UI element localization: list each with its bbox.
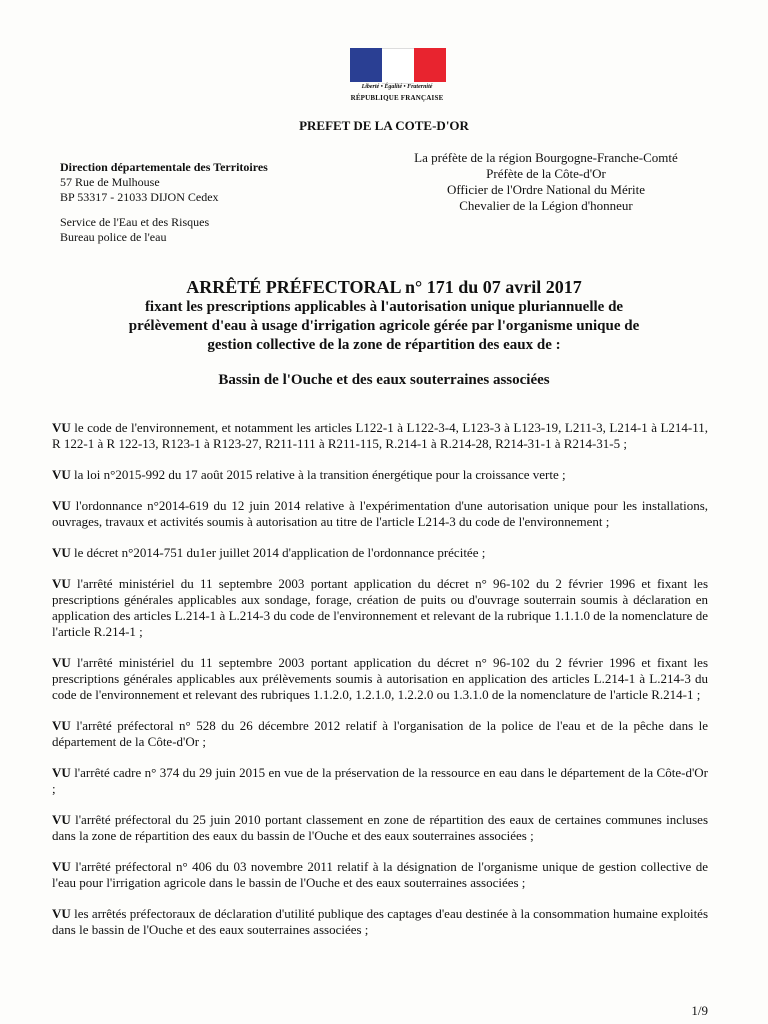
- vu-label: VU: [52, 718, 71, 733]
- vu-text: l'arrêté cadre n° 374 du 29 juin 2015 en vue de la préservation de la ressource en eau dans le département de la Côte-d'Or ;: [52, 765, 709, 796]
- document-title: [0, 276, 768, 355]
- vu-label: VU: [52, 812, 71, 827]
- title-line-3: prélèvement d'eau à usage d'irrigation agricole gérée par l'organisme unique de: [128, 318, 640, 334]
- arrete-number: ARRÊTÉ PRÉFECTORAL n° 171 du 07 avril 2017: [186, 277, 582, 297]
- page-number: 1/9: [691, 1003, 708, 1018]
- title-line-2: fixant les prescriptions applicables à l'autorisation unique pluriannuelle de: [144, 299, 624, 315]
- republic-motto: Liberté • Égalité • Fraternité: [361, 84, 433, 90]
- vu-paragraph: [52, 576, 708, 640]
- republic-name: RÉPUBLIQUE FRANÇAISE: [350, 94, 444, 102]
- vu-text: la loi n°2015-992 du 17 août 2015 relative à la transition énergétique pour la croissance verte ;: [74, 467, 566, 482]
- marianne-profile-icon: [376, 54, 416, 82]
- vu-text: le code de l'environnement, et notamment les articles L122-1 à L122-3-4, L123-3 à L123-19, L211-3, L214-1 à L214-11, R 122-1 à R 122-13, R123-1 à R123-27, R211-111 à R211-115, R.214-1 à R.214-28, R214-31-1 à R214-31-5 ;: [52, 420, 709, 451]
- prefete-title-3: Officier de l'Ordre National du Mérite: [446, 182, 646, 197]
- vu-label: VU: [52, 655, 71, 670]
- vu-label: VU: [52, 576, 71, 591]
- vu-label: VU: [52, 420, 71, 435]
- address-line-1: 57 Rue de Mulhouse: [60, 175, 160, 189]
- vu-label: VU: [52, 498, 71, 513]
- vu-label: VU: [52, 906, 71, 921]
- prefete-title-1: La préfète de la région Bourgogne-Franche-Comté: [414, 150, 678, 165]
- vu-paragraph: [52, 498, 708, 530]
- prefete-titles: [385, 150, 707, 214]
- prefete-title-2: Préfète de la Côte-d'Or: [486, 166, 606, 181]
- marianne-logo: [348, 48, 446, 110]
- vu-paragraph: [52, 812, 708, 844]
- bureau-name: Bureau police de l'eau: [60, 230, 167, 244]
- title-line-4: gestion collective de la zone de répartition des eaux de :: [207, 337, 561, 353]
- vu-paragraph: [52, 906, 708, 938]
- basin-title: Bassin de l'Ouche et des eaux souterraines associées: [218, 372, 550, 388]
- vu-paragraph: [52, 859, 708, 891]
- vu-label: VU: [52, 859, 71, 874]
- direction-name: Direction départementale des Territoires: [60, 160, 268, 174]
- vu-label: VU: [52, 765, 71, 780]
- service-name: Service de l'Eau et des Risques: [60, 215, 210, 229]
- vu-paragraph: [52, 545, 708, 561]
- issuer-block: [60, 160, 268, 245]
- vu-text: les arrêtés préfectoraux de déclaration d'utilité publique des captages d'eau destinée à la consommation humaine exploités dans le bassin de l'Ouche et des eaux souterraines associées ;: [52, 906, 709, 937]
- vu-text: l'ordonnance n°2014-619 du 12 juin 2014 relative à l'expérimentation d'une autorisation unique pour les installations, ouvrages, travaux et activités soumis à autorisation au titre de l'article L214-3 du code de l'environnement ;: [52, 498, 709, 529]
- vu-text: l'arrêté préfectoral n° 528 du 26 décembre 2012 relatif à l'organisation de la police de l'eau et de la pêche dans le département de la Côte-d'Or ;: [52, 718, 708, 749]
- vu-paragraph: [52, 467, 708, 483]
- vu-text: l'arrêté préfectoral du 25 juin 2010 portant classement en zone de répartition des eaux de certaines communes incluses dans la zone de répartition des eaux du bassin de l'Ouche et des eaux souterraines associées ;: [52, 812, 708, 843]
- vu-paragraph: [52, 718, 708, 750]
- prefete-title-4: Chevalier de la Légion d'honneur: [459, 198, 633, 213]
- vu-label: VU: [52, 545, 71, 560]
- considerations-list: [52, 420, 708, 953]
- vu-paragraph: [52, 765, 708, 797]
- vu-text: l'arrêté ministériel du 11 septembre 2003 portant application du décret n° 96-102 du 2 février 1996 et fixant les prescriptions générales applicables aux sondage, forage, création de puits ou d'ouvrage souterrain soumis à déclaration en application des articles L.214-1 à L.214-3 du code de l'environnement et relevant de la rubrique 1.1.1.0 de la nomenclature de l'article R.214-1 ;: [52, 576, 708, 639]
- vu-text: le décret n°2014-751 du1er juillet 2014 d'application de l'ordonnance précitée ;: [74, 545, 486, 560]
- vu-paragraph: [52, 420, 708, 452]
- prefet-heading: PREFET DE LA COTE-D'OR: [299, 118, 469, 133]
- vu-text: l'arrêté ministériel du 11 septembre 2003 portant application du décret n° 96-102 du 2 février 1996 et fixant les prescriptions générales applicables aux prélèvements soumis à autorisation en application des articles L.214-1 à L.214-3 du code de l'environnement et relevant des rubriques 1.1.2.0, 1.2.1.0, 1.2.2.0 ou 1.3.1.0 de la nomenclature de l'article R.214-1 ;: [52, 655, 708, 702]
- vu-label: VU: [52, 467, 71, 482]
- address-line-2: BP 53317 - 21033 DIJON Cedex: [60, 190, 219, 204]
- vu-paragraph: [52, 655, 708, 703]
- vu-text: l'arrêté préfectoral n° 406 du 03 novembre 2011 relatif à la désignation de l'organisme unique de gestion collective de l'eau pour l'irrigation agricole dans le bassin de l'Ouche et des eaux souterraines associées ;: [52, 859, 708, 890]
